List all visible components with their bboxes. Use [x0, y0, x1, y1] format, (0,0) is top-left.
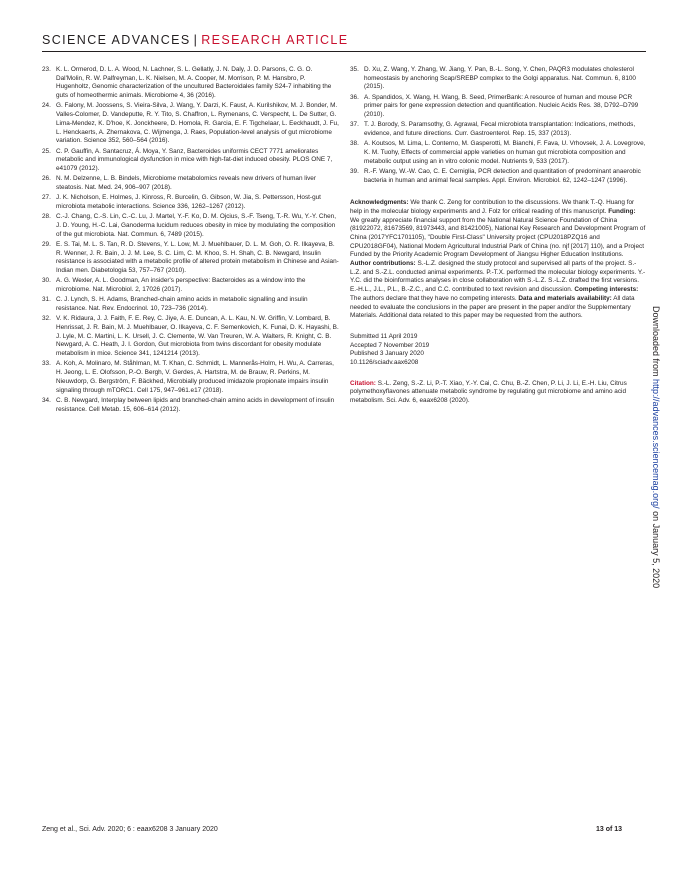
reference-item: 38. A. Koutsos, M. Lima, L. Conterno, M. Gasperotti, M. Bianchi, F. Fava, U. Vrhovsek, J. A. Lovegrove, K. M. Tuohy, Effects of commercial apple varieties on human gut microbiota composition and metabolic output using an in vitro colonic model. Nutrients 9, 533 (2017).: [350, 140, 646, 165]
data-availability-text: All data needed to evaluate the conclusions in the paper are present in the paper and/or the Supplementary Materials. Additional data related to this paper may be requested from the authors.: [350, 294, 635, 320]
doi: 10.1126/sciadv.aax6208: [350, 359, 419, 367]
reference-item: 26. N. M. Delzenne, L. B. Bindels, Microbiome metabolomics reveals new drivers of human liver steatosis. Nat. Med. 24, 906–907 (2018).: [42, 175, 316, 191]
reference-item: 30. A. G. Wexler, A. L. Goodman, An insider's perspective: Bacteroides as a window into the microbiome. Nat. Microbiol. 2, 17026 (2017).: [42, 277, 306, 294]
footer-citation: Zeng et al., Sci. Adv. 2020; 6 : eaax6208 3 January 2020: [42, 826, 218, 833]
references-left-column: [42, 66, 340, 416]
published-date: Published 3 January 2020: [350, 350, 424, 358]
header-separator: |: [193, 33, 199, 47]
reference-item: 37. T. J. Borody, S. Paramsothy, G. Agrawal, Fecal microbiota transplantation: Indications, methods, evidence, and future directions. Curr. Gastroenterol. Rep. 15, 337 (2013).: [350, 121, 636, 138]
download-link[interactable]: http://advances.sciencemag.org/: [651, 379, 661, 509]
reference-item: 24. G. Falony, M. Joossens, S. Vieira-Silva, J. Wang, Y. Darzi, K. Faust, A. Kurilshikov, M. J. Bonder, M. Valles-Colomer, D. Vandeputte, R. Y. Tito, S. Chaffron, L. Rymenans, C. Verspecht, L. De Sutter, G. Lima-Mendez, K. D'hoe, K. Jonckheere, D. Homola, R. Garcia, E. F. Tigchelaar, L. Eeckhaudt, J. Fu, L. Henckaerts, A. Zhernakova, C. Wijmenga, J. Raes, Population-level analysis of gut microbiome variation. Science 352, 560–564 (2016).: [42, 102, 339, 145]
right-column: [350, 66, 646, 406]
accepted-date: Accepted 7 November 2019: [350, 341, 430, 349]
download-notice: [651, 306, 661, 588]
page-number: 13 of 13: [596, 826, 623, 833]
competing-text: The authors declare that they have no competing interests.: [350, 294, 517, 302]
reference-item: 27. J. K. Nicholson, E. Holmes, J. Kinross, R. Burcelin, G. Gibson, W. Jia, S. Pettersson, Host-gut microbiota metabolic interactions. Science 336, 1262–1267 (2012).: [42, 194, 321, 210]
reference-item: 29. E. S. Tai, M. L. S. Tan, R. D. Stevens, Y. L. Low, M. J. Muehlbauer, D. L. M. Goh, O. R. Ilkayeva, B. R. Wenner, J. R. Bain, J. J. M. Lee, S. C. Lim, C. M. Khoo, S. H. Shah, C. B. Newgard, Insulin resistance is associated with a metabolic profile of altered protein metabolism in Chinese and Asian-Indian men. Diabetologia 53, 757–767 (2010).: [42, 240, 339, 275]
funding-label: Funding:: [608, 207, 636, 215]
acknowledgments-text: We thank C. Zeng for contribution to the discussions. We thank T.-Q. Huang for help in the molecular biology experiments and J. Folz for critical reading of this manuscript.: [350, 199, 635, 215]
reference-item: 36. A. Spandidos, X. Wang, H. Wang, B. Seed, PrimerBank: A resource of human and mouse PCR primer pairs for gene expression detection and quantification. Nucleic Acids Res. 38, D792–D799 (2010).: [350, 93, 639, 119]
submitted-date: Submitted 11 April 2019: [350, 332, 418, 340]
journal-name: SCIENCE ADVANCES: [42, 33, 191, 47]
citation-label: Citation:: [350, 379, 376, 387]
publication-history: [350, 333, 646, 368]
reference-item: 35. D. Xu, Z. Wang, Y. Zhang, W. Jiang, Y. Pan, B.-L. Song, Y. Chen, PAQR3 modulates cholesterol homeostasis by anchoring Scap/SREBP complex to the Golgi apparatus. Nat. Commun. 6, 8100 (2015).: [350, 66, 636, 91]
reference-item: 31. C. J. Lynch, S. H. Adams, Branched-chain amino acids in metabolic signalling and insulin resistance. Nat. Rev. Endocrinol. 10, 723–736 (2014).: [42, 296, 308, 313]
reference-item: 23. K. L. Ormerod, D. L. A. Wood, N. Lachner, S. L. Gellatly, J. N. Daly, J. D. Parsons, C. G. O. Dal'Molin, R. W. Palfreyman, L. K. Nielsen, M. A. Cooper, M. Morrison, P. M. Hansbro, P. Hugenholtz, Genomic characterization of the uncultured Bacteroidales family S24-7 inhabiting the guts of homeothermic animals. Microbiome 4, 36 (2016).: [42, 66, 332, 100]
reference-item: 33. A. Koh, A. Molinaro, M. Ståhlman, M. T. Khan, C. Schmidt, L. Mannerås-Holm, H. Wu, A. Carreras, H. Jeong, L. E. Olofsson, P.-O. Bergh, V. Gerdes, A. Hartstra, M. de Brauw, R. Perkins, M. Nieuwdorp, G. Bergström, F. Bäckhed, Microbially produced imidazole propionate impairs insulin signaling through mTORC1. Cell 175, 947–961.e17 (2018).: [42, 360, 334, 394]
reference-item: 32. V. K. Ridaura, J. J. Faith, F. E. Rey, C. Jiye, A. E. Duncan, A. L. Kau, N. W. Griffin, V. Lombard, B. Henrissat, J. R. Bain, M. J. Muehlbauer, O. Ilkayeva, C. F. Semenkovich, K. Funai, D. K. Hayashi, B. J. Lyle, M. C. Martini, L. K. Ursell, J. C. Clemente, W. Van Treuren, W. A. Walters, R. Knight, C. B. Newgard, A. C. Heath, J. I. Gordon, Gut microbiota from twins discordant for obesity modulate metabolism in mice. Science 341, 1241214 (2013).: [42, 315, 339, 358]
citation-block: [350, 380, 646, 406]
competing-label: Competing interests:: [574, 286, 639, 294]
section-name: RESEARCH ARTICLE: [201, 33, 349, 47]
funding-text: We greatly appreciate financial support from the National Natural Science Foundation of China (81922072, 81673569, 81973443, and 81421005), National Key Research and Development Program of China (2017YFC1701105), "Double First-Class" University project (CPU2018PZQ16 and CPU2018GF04), National Modern Agricultural Industrial Park of China (no. njf [2017] 110), and a Project Funded by the Priority Academic Program Development of Jiangsu Higher Education Institutions.: [350, 216, 646, 259]
reference-item: 39. R.-F. Wang, W.-W. Cao, C. E. Cerniglia, PCR detection and quantitation of predominant anaerobic bacteria in human and animal fecal samples. Appl. Environ. Microbiol. 62, 1242–1247 (1996).: [350, 168, 641, 184]
citation-text: S.-L. Zeng, S.-Z. Li, P.-T. Xiao, Y.-Y. Cai, C. Chu, B.-Z. Chen, P. Li, J. Li, E.-H. Liu, Citrus polymethoxyflavones attenuate metabolic syndrome by regulating gut microbiome and amino acid metabolism. Sci. Adv. 6, eaax6208 (2020).: [350, 379, 627, 405]
data-availability-label: Data and materials availability:: [518, 294, 612, 302]
reference-item: 34. C. B. Newgard, Interplay between lipids and branched-chain amino acids in development of insulin resistance. Cell Metab. 15, 606–614 (2012).: [42, 396, 335, 413]
header-rule: [42, 51, 646, 52]
running-header: [42, 33, 348, 47]
contributions-label: Author contributions:: [350, 260, 416, 268]
reference-item: 25. C. P. Gauffin, A. Santacruz, Á. Moya, Y. Sanz, Bacteroides uniformis CECT 7771 ameliorates metabolic and immunological dysfunction in mice with high-fat-diet induced obesity. PLOS ONE 7, e41079 (2012).: [42, 147, 333, 172]
download-prefix: Downloaded from: [651, 306, 661, 380]
download-suffix: on January 5, 2020: [651, 508, 661, 589]
reference-item: 28. C.-J. Chang, C.-S. Lin, C.-C. Lu, J. Martel, Y.-F. Ko, D. M. Ojcius, S.-F. Tseng, T.-R. Wu, Y.-Y. Chen, J. D. Young, H.-C. Lai, Ganoderma lucidum reduces obesity in mice by modulating the composition of the gut microbiota. Nat. Commun. 6, 7489 (2015).: [42, 213, 336, 238]
acknowledgments-block: [350, 199, 646, 321]
contributions-text: S.-L.Z. designed the study protocol and supervised all parts of the project. S.-L.Z. and S.-Z.L. conducted animal experiments. P.-T.X. performed the molecular biology experiments. Y.-Y.C. did the bioinformatics analyses in close collaboration with S.-L.Z. S.-L.Z. drafted the first versions. E.-H.L., J.L., P.L., B.-Z.C., and C.C. contributed to text revision and discussion.: [350, 260, 646, 294]
acknowledgments-label: Acknowledgments:: [350, 199, 409, 207]
